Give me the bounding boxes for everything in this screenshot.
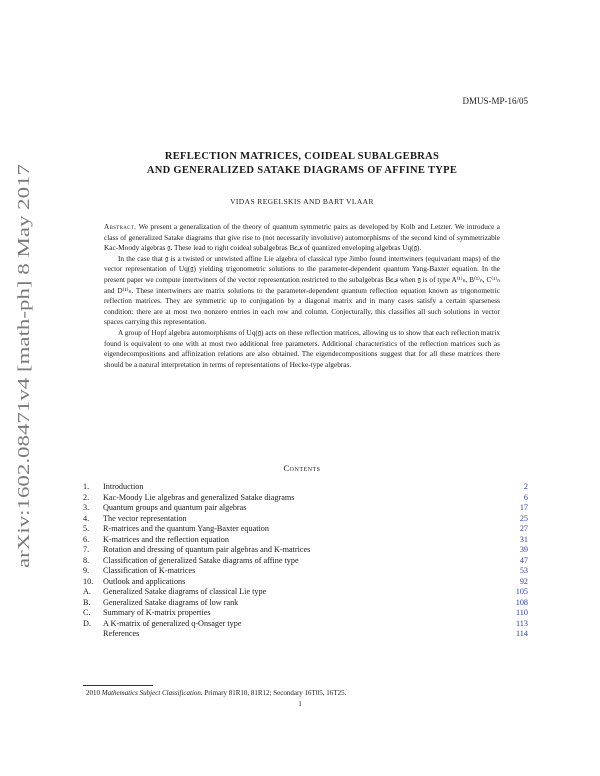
abstract-paragraph-3: A group of Hopf algebra automorphisms of Uq(𝔤) acts on these reflection matrices, allowing us to show that each reflection matrix found is equivalent to one with at most two additional free parameters. Additional characteristics of the reflection matrices such as eigendecompositions and affinization relations are also obtained. The eigendecompositions suggest that for all these matrices there should be a natural interpretation in terms of representations of Hecke-type algebras. (104, 327, 500, 369)
contents-heading: Contents (283, 463, 321, 473)
paper-title (80, 150, 524, 178)
toc-title: Quantum groups and quantum pair algebras (103, 503, 247, 512)
abstract-paragraph-2: In the case that 𝔤 is a twisted or untwisted affine Lie algebra of classical type Jimbo found intertwiners (equivariant maps) of the vector representation of Uq(𝔤) yielding trigonometric solutions to the parameter-dependent quantum Yang-Baxter equation. In the present paper we compute intertwiners of the vector representation restricted to the subalgebras B𝒄,𝒔 when 𝔤 is of type A⁽¹⁾ₙ, B⁽¹⁾ₙ, C⁽¹⁾ₙ and D⁽¹⁾ₙ. These intertwiners are matrix solutions to the parameter-dependent quantum reflection equation known as trigonometric reflection matrices. They are symmetric up to conjugation by a diagonal matrix and in many cases satisfy a certain sparseness condition: there are at most two nonzero entries in each row and column. Conjecturally, this classifies all such solutions in vector spaces carrying this representation. (104, 253, 500, 327)
toc-number: 5. (83, 524, 90, 533)
toc-number: B. (83, 597, 91, 607)
footnote-prefix: 2010 (86, 689, 100, 697)
title-line-2: AND GENERALIZED SATAKE DIAGRAMS OF AFFINE TYPE (146, 165, 458, 176)
toc-page-link[interactable]: 27 (519, 524, 528, 533)
toc-title: Kac-Moody Lie algebras and generalized Satake diagrams (103, 492, 295, 502)
toc-title: Classification of K-matrices (103, 566, 196, 575)
toc-title: Outlook and applications (103, 576, 186, 586)
toc-page-link[interactable]: 108 (515, 597, 528, 607)
abstract-text-1: We present a generalization of the theory of quantum symmetric pairs as developed by Kolb and Letzter. We introduce a class of generalized Satake diagrams that give rise to (not necessarily involutive) automorphisms of the second kind of symmetrizable Kac-Moody algebras 𝔤. These lead to right coideal subalgebras B𝒄,𝒔 of quantized enveloping algebras Uq(𝔤). (104, 222, 500, 253)
toc-title: The vector representation (103, 513, 187, 523)
footnote-text: Primary 81R10, 81R12; Secondary 16T05, 16T25. (204, 689, 347, 697)
abstract (104, 222, 500, 370)
toc-entry[interactable] (83, 619, 528, 630)
toc-entry[interactable] (83, 493, 528, 504)
toc-title: References (103, 629, 140, 638)
toc-page-link[interactable]: 39 (519, 545, 528, 554)
toc-entry[interactable] (83, 524, 528, 535)
toc-entry[interactable] (83, 566, 528, 577)
toc-page-link[interactable]: 25 (519, 513, 528, 523)
page-number: 1 (298, 700, 302, 708)
toc-title: R-matrices and the quantum Yang-Baxter equation (103, 524, 269, 533)
toc-number: 8. (83, 555, 90, 565)
toc-page-link[interactable]: 110 (516, 608, 528, 617)
toc-entry[interactable] (83, 629, 528, 640)
toc-page-link[interactable]: 31 (519, 534, 528, 544)
arxiv-identifier-text: arXiv:1602.08471v4 [math-ph] 8 May 2017 (14, 268, 33, 568)
toc-page-link[interactable]: 17 (519, 503, 528, 512)
report-number: DMUS-MP-16/05 (462, 96, 528, 106)
toc-number: 2. (83, 492, 90, 502)
toc-number: 3. (83, 503, 90, 512)
toc-title: K-matrices and the reflection equation (103, 534, 229, 544)
toc-title: Classification of generalized Satake diagrams of affine type (103, 555, 299, 565)
toc-title: Generalized Satake diagrams of low rank (103, 597, 239, 607)
toc-page-link[interactable]: 113 (516, 618, 528, 628)
toc-title: Rotation and dressing of quantum pair algebras and K-matrices (103, 545, 311, 554)
footnote (86, 689, 346, 697)
toc-entry[interactable] (83, 587, 528, 598)
footnote-divider (83, 685, 153, 686)
arxiv-identifier (8, 160, 36, 570)
toc-number: 1. (83, 482, 90, 491)
toc-number: C. (83, 608, 91, 617)
toc-page-link[interactable]: 2 (523, 482, 528, 491)
toc-page-link[interactable]: 53 (519, 566, 528, 575)
toc-entry[interactable] (83, 482, 528, 493)
toc-entry[interactable] (83, 608, 528, 619)
toc-entry[interactable] (83, 545, 528, 556)
abstract-label: Abstract. (104, 222, 137, 231)
toc-entry[interactable] (83, 535, 528, 546)
toc-number: 9. (83, 566, 90, 575)
toc-entry[interactable] (83, 577, 528, 588)
toc-entry[interactable] (83, 598, 528, 609)
toc-number: 7. (83, 545, 90, 554)
toc-number: 10. (83, 576, 94, 586)
footnote-label: Mathematics Subject Classification. (101, 689, 203, 697)
toc-entry[interactable] (83, 556, 528, 567)
toc-page-link[interactable]: 6 (523, 492, 528, 502)
toc-title: Generalized Satake diagrams of classical Lie type (103, 587, 267, 596)
table-of-contents (83, 482, 528, 640)
toc-number: D. (83, 618, 91, 628)
toc-entry[interactable] (83, 503, 528, 514)
abstract-paragraph-1 (104, 222, 500, 254)
authors: VIDAS REGELSKIS AND BART VLAAR (230, 197, 374, 206)
toc-page-link[interactable]: 114 (516, 629, 528, 638)
toc-number: 4. (83, 513, 90, 523)
toc-title: Introduction (103, 482, 144, 491)
toc-page-link[interactable]: 47 (519, 555, 528, 565)
toc-page-link[interactable]: 92 (519, 576, 528, 586)
toc-number: A. (83, 587, 91, 596)
toc-entry[interactable] (83, 514, 528, 525)
toc-page-link[interactable]: 105 (515, 587, 528, 596)
toc-title: Summary of K-matrix properties (103, 608, 211, 617)
toc-number: 6. (83, 534, 90, 544)
toc-title: A K-matrix of generalized q-Onsager type (103, 618, 242, 628)
title-line-1: REFLECTION MATRICES, COIDEAL SUBALGEBRAS (164, 151, 440, 162)
toc-number (83, 629, 103, 640)
